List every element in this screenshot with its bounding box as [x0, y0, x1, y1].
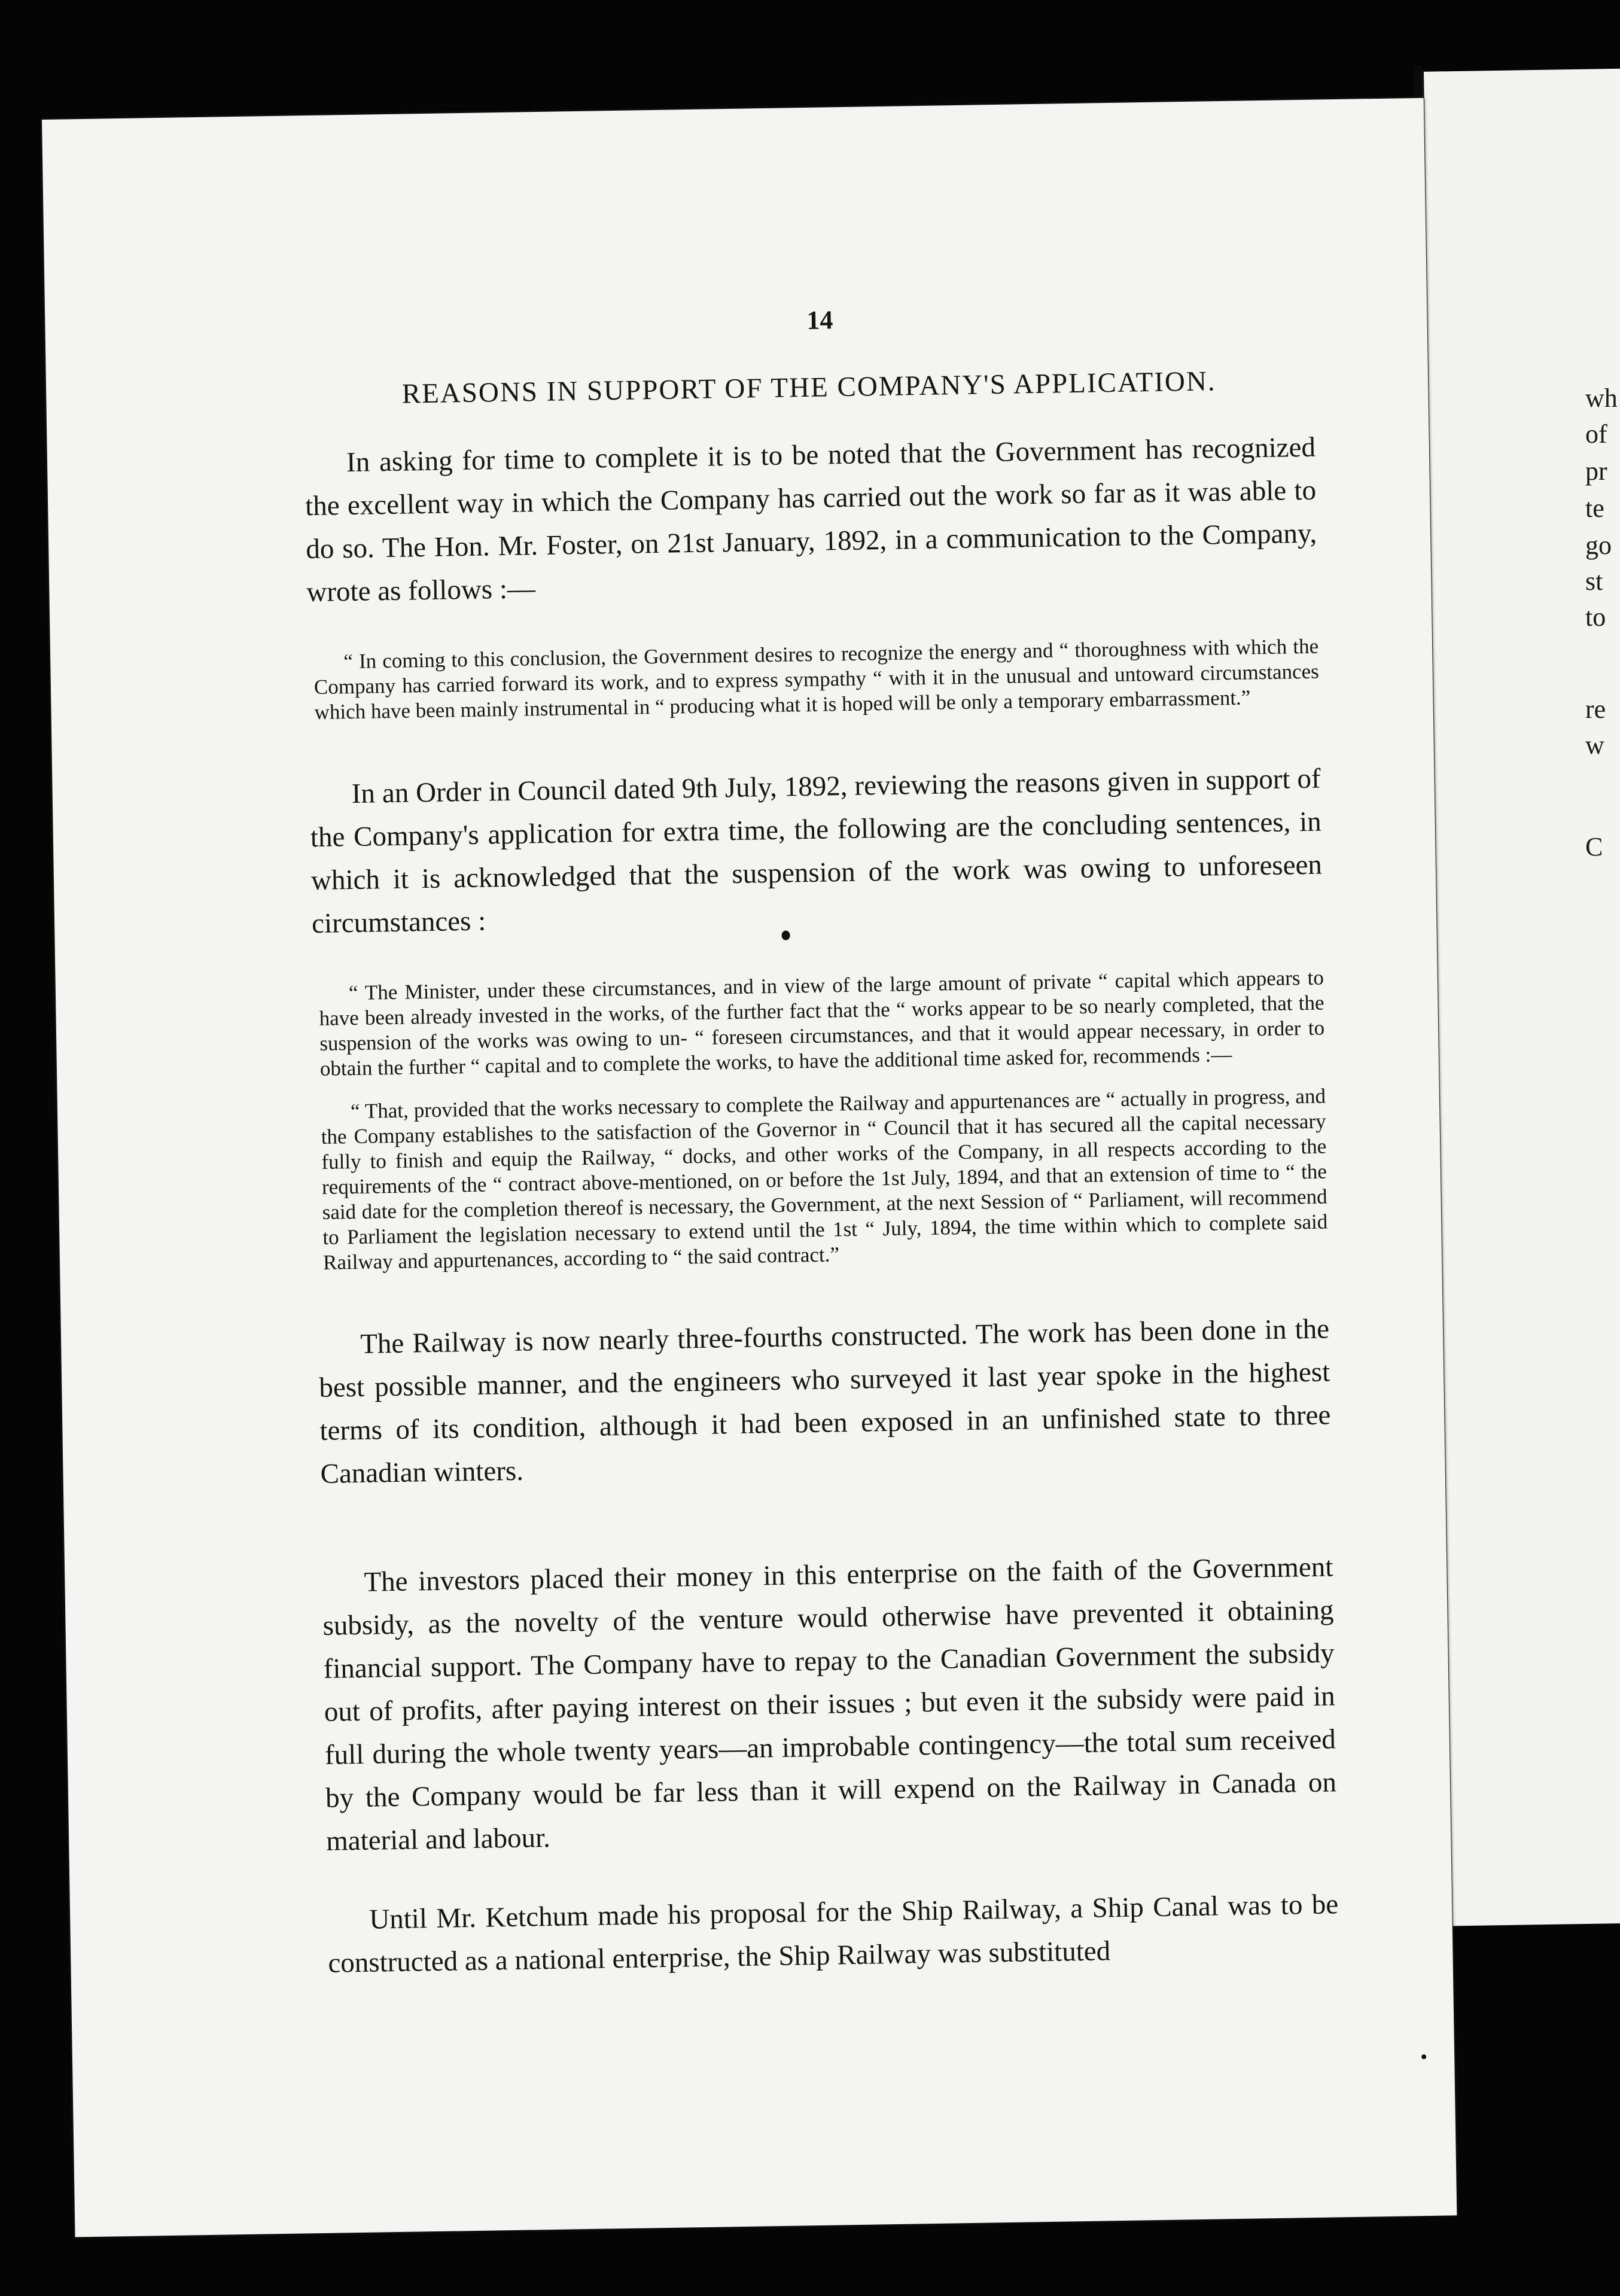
document-page: [42, 98, 1457, 2237]
facing-page-fragment: pr: [1585, 456, 1607, 486]
section-heading: REASONS IN SUPPORT OF THE COMPANY'S APPLICATION.: [401, 366, 1216, 410]
facing-page-fragment: re: [1585, 695, 1606, 724]
body-paragraph: In asking for time to complete it is to be noted that the Government has recognized the excellent way in which the Company has carried out the work so far as it was able to do so. The Hon. Mr. Foster, on 21st January, 1892, in a communication to the Company, wrote as follows :—: [304, 431, 1317, 608]
facing-page-fragment: to: [1585, 602, 1606, 632]
facing-page-fragment: C: [1585, 832, 1603, 861]
facing-page-fragment: go: [1585, 531, 1612, 560]
facing-page-edge: [1418, 68, 1620, 1926]
body-paragraph: Until Mr. Ketchum made his proposal for the Ship Railway, a Ship Canal was to be constructed as a national enterprise, the Ship Railway was substituted: [328, 1889, 1339, 1979]
quoted-passage: “ That, provided that the works necessary to complete the Railway and appurtenances are “ actually in progress, and the Company establishes to the satisfaction of the Governor in “ Council that it has secured all the capital necessary fully to finish and equip the Railway, “ docks, and other works of the Company, in all respects according to the requirements of the “ contract above-mentioned, on or before the 1st July, 1894, and that an extension of time to “ the said date for the completion thereof is necessary, the Government, at the next Session of “ Parliament, will recommend to Parliament the legislation necessary to extend until the 1st “ July, 1894, the time within which to complete said Railway and appurtenances, according to “ the said contract.”: [321, 1084, 1328, 1274]
facing-page-fragment: te: [1585, 494, 1604, 523]
facing-page-fragment: st: [1585, 567, 1603, 596]
ink-speck: [781, 931, 790, 940]
body-paragraph: In an Order in Council dated 9th July, 1892, reviewing the reasons given in support of the Company's application for extra time, the following are the concluding sentences, in which it is acknowledged that the suspension of the work was owing to unforeseen circumstances :: [310, 763, 1323, 940]
ink-speck: [1421, 2054, 1426, 2059]
facing-page-fragment: of: [1585, 419, 1607, 449]
facing-page-fragment: w: [1585, 730, 1604, 760]
page-number: 14: [806, 305, 833, 335]
quotation-block: [313, 966, 1329, 1275]
page-content: [302, 297, 1340, 2021]
quoted-passage: “ The Minister, under these circumstances, and in view of the large amount of private “ capital which appears to have been already invested in the works, of the further fact that the “ works appear to be so nearly completed, that the suspension of the works was owing to un- “ foreseen circumstances, and that it would appear necessary, in order to obtain the further “ capital and to complete the works, to have the additional time asked for, recommends :—: [319, 966, 1325, 1080]
body-paragraph: The investors placed their money in this enterprise on the faith of the Government subsidy, as the novelty of the venture would otherwise have prevented it obtaining financial support. The Company have to repay to the Canadian Government the subsidy out of profits, after paying interest on their issues ; but even it the subsidy were paid in full during the whole twenty years—an improbable contingency—the total sum received by the Company would be far less than it will expend on the Railway in Canada on material and labour.: [322, 1551, 1337, 1857]
quotation-block: [307, 634, 1320, 726]
facing-page-fragment: wh: [1585, 383, 1618, 413]
quoted-passage: “ In coming to this conclusion, the Government desires to recognize the energy and “ thoroughness with which the Company has carried forward its work, and to express sympathy “ with it in the unusual and untoward circumstances which have been mainly instrumental in “ producing what it is hoped will be only a temporary embarrassment.”: [313, 634, 1320, 724]
body-paragraph: The Railway is now nearly three-fourths constructed. The work has been done in the best possible manner, and the engineers who surveyed it last year spoke in the highest terms of its condition, although it had been exposed in an unfinished state to three Canadian winters.: [318, 1313, 1331, 1490]
